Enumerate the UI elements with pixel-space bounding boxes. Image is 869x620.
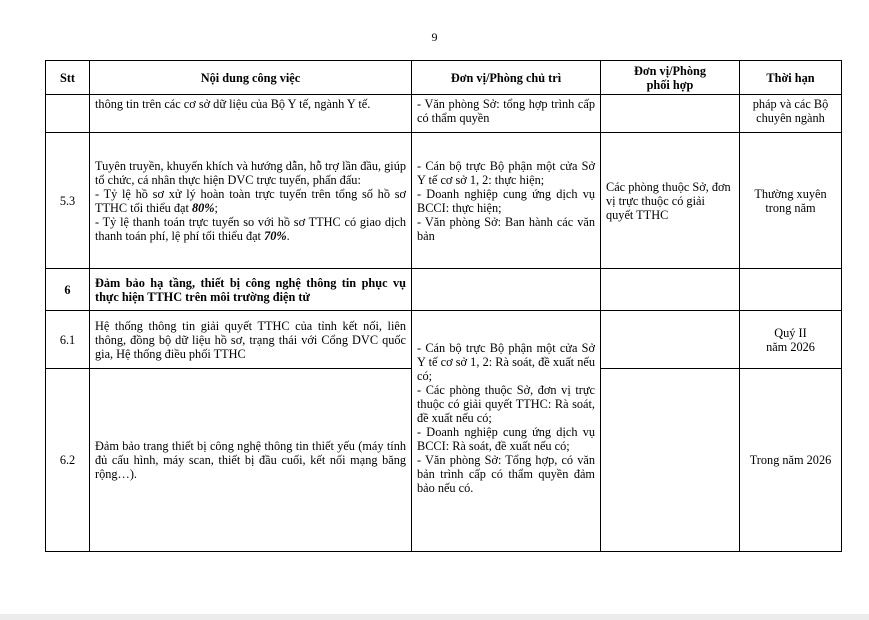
bullet-1-end: ; [214,200,218,215]
cell-content [90,133,412,269]
cell-lead-empty [412,269,601,311]
cell-lead-unit [412,133,601,269]
shared-lead-line-4: - Văn phòng Sở: Tổng hợp, có văn bản trình cấp có thẩm quyền đảm bảo nếu có. [417,453,595,495]
lead-line-3: - Văn phòng Sở: Ban hành các văn bản [417,214,595,243]
content-bullet-1 [95,187,406,215]
cell-content: Hệ thống thông tin giải quyết TTHC của tỉnh kết nối, liên thông, đồng bộ dữ liệu hồ sơ, trạng thái với Cổng DVC quốc gia, Hệ thống điều phối TTHC [90,311,412,369]
cell-deadline: pháp và các Bộ chuyên ngành [740,95,842,133]
header-coordinating-unit [601,61,740,95]
cell-content: thông tin trên các cơ sở dữ liệu của Bộ Y tế, ngành Y tế. [90,95,412,133]
cell-content: Đảm bảo trang thiết bị công nghệ thông tin thiết yếu (máy tính đủ cấu hình, máy scan, thiết bị đầu cuối, kết nối mạng băng rộng…). [90,369,412,552]
cell-coordinating-empty [601,311,740,369]
header-coordinating-line1: Đơn vị/Phòng [633,63,707,78]
cell-stt: 6.1 [46,311,90,369]
lead-line-2: - Doanh nghiệp cung ứng dịch vụ BCCI: thực hiện; [417,186,595,215]
table-row-6 [46,269,842,311]
cell-deadline: Thường xuyên trong năm [740,133,842,269]
table-header-row [46,61,842,95]
cell-stt: 6.2 [46,369,90,552]
bullet-1-text: - Tỷ lệ hồ sơ xử lý hoàn toàn trực tuyến trên tổng số hồ sơ TTHC tối thiểu đạt [95,186,406,215]
cell-coordinating-empty [601,95,740,133]
shared-lead-line-3: - Doanh nghiệp cung ứng dịch vụ BCCI: Rà soát, đề xuất nếu có; [417,425,595,453]
table-row-continued [46,95,842,133]
cell-lead-unit: - Văn phòng Sở: tổng hợp trình cấp có thẩm quyền [412,95,601,133]
deadline-line-2: năm 2026 [766,339,815,354]
header-coordinating-line2: phối hợp [646,77,694,92]
deadline-line-1: Quý II [774,325,807,340]
bullet-2-end: . [286,228,290,243]
page-number: 9 [431,30,438,44]
table-row-5-3 [46,133,842,269]
bullet-2-text: - Tỷ lệ thanh toán trực tuyến so với hồ sơ TTHC có giao dịch thanh toán phí, lệ phí tối thiểu đạt [95,214,406,243]
cell-stt: 5.3 [46,133,90,269]
shared-lead-line-1: - Cán bộ trực Bộ phận một cửa Sở Y tế cơ sở 1, 2: Rà soát, đề xuất nếu có; [417,341,595,383]
bullet-1-target: 80% [192,200,215,215]
cell-coordinating-empty [601,269,740,311]
cell-coordinating-empty [601,369,740,552]
cell-deadline [740,311,842,369]
header-stt: Stt [46,61,90,95]
cell-stt: 6 [46,269,90,311]
cell-shared-lead-unit [412,311,601,552]
cell-deadline: Trong năm 2026 [740,369,842,552]
lead-line-1: - Cán bộ trực Bộ phận một cửa Sở Y tế cơ sở 1, 2: thực hiện; [417,158,595,187]
content-bullet-2 [95,215,406,243]
cell-deadline-empty [740,269,842,311]
work-plan-table [45,60,842,552]
header-deadline: Thời hạn [740,61,842,95]
shared-lead-line-2: - Các phòng thuộc Sở, đơn vị trực thuộc có giải quyết TTHC: Rà soát, đề xuất nếu có; [417,383,595,425]
table-row-6-1 [46,311,842,369]
content-intro: Tuyên truyền, khuyến khích và hướng dẫn, hỗ trợ lần đầu, giúp tổ chức, cá nhân thực hiện DVC trực tuyến, phấn đấu: [95,158,406,187]
header-lead-unit: Đơn vị/Phòng chủ trì [412,61,601,95]
cell-section-title: Đảm bảo hạ tầng, thiết bị công nghệ thông tin phục vụ thực hiện TTHC trên môi trường điện tử [90,269,412,311]
bullet-2-target: 70% [264,228,287,243]
cell-coordinating-unit: Các phòng thuộc Sở, đơn vị trực thuộc có giải quyết TTHC [601,133,740,269]
header-content: Nội dung công việc [90,61,412,95]
cell-stt-empty [46,95,90,133]
